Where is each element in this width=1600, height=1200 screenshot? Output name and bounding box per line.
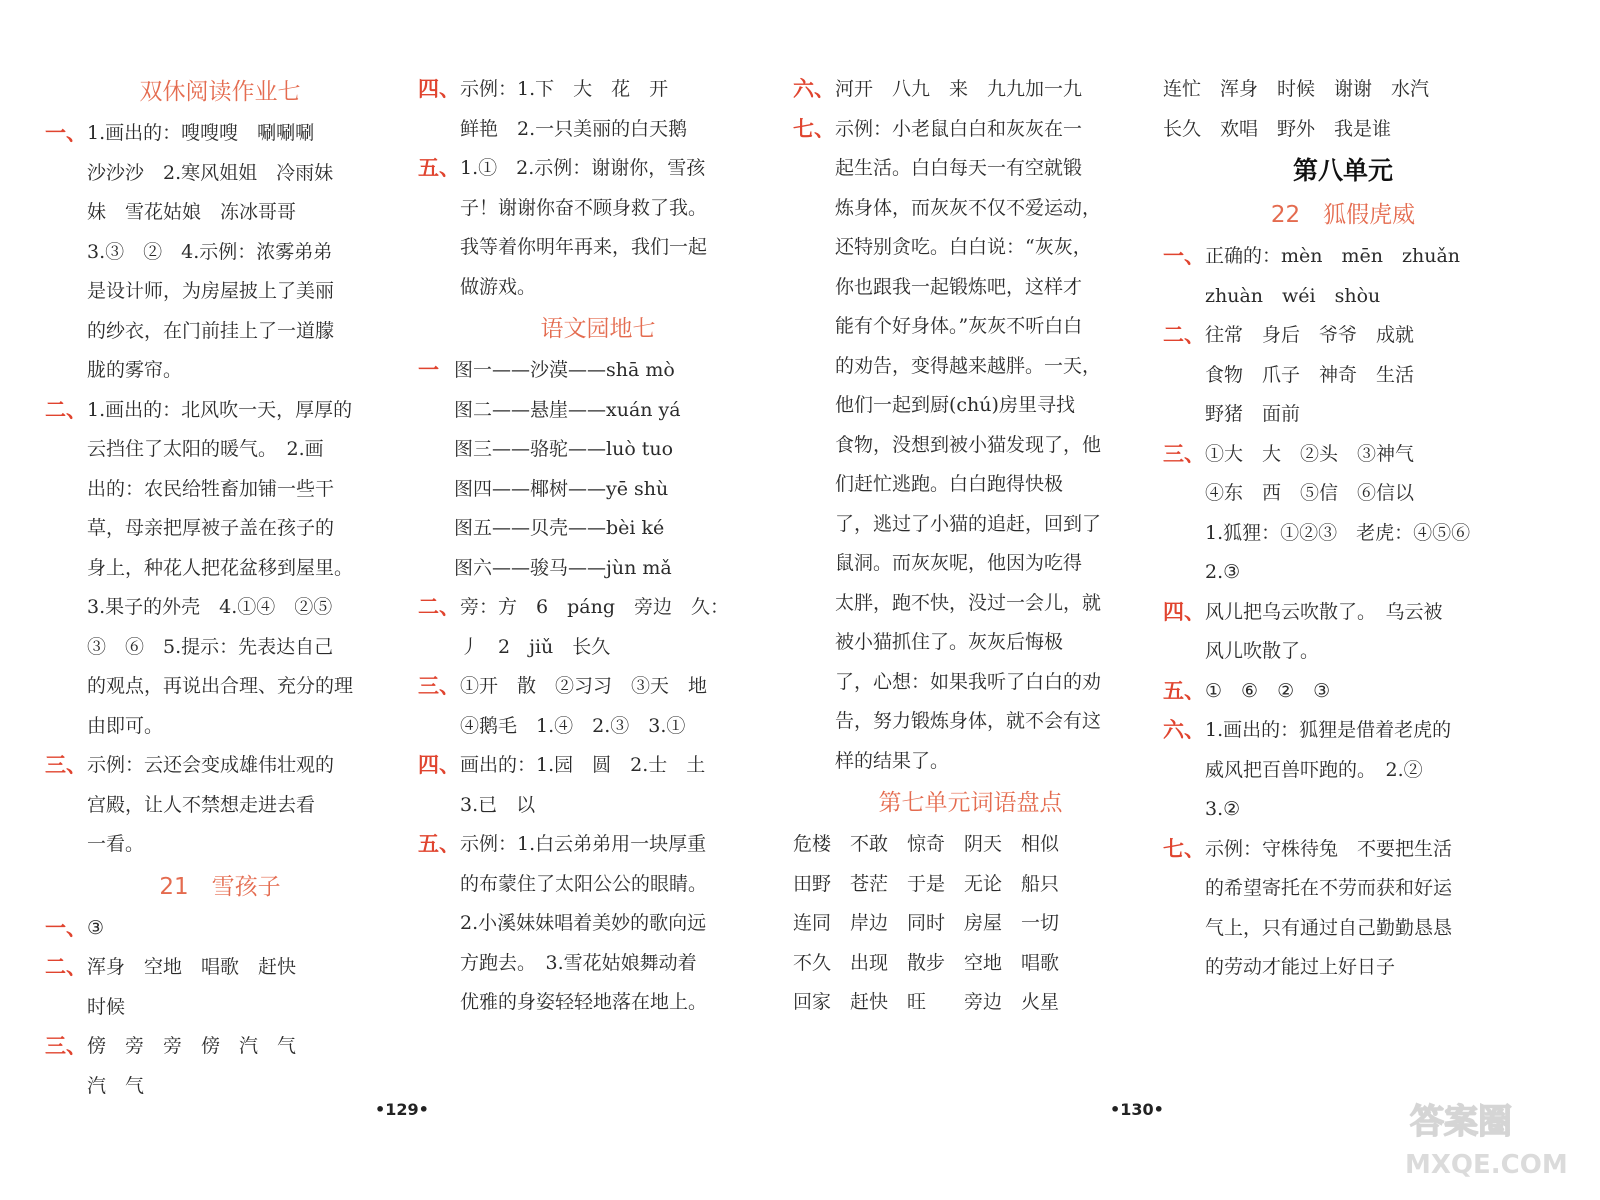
- answer-line: 能有个好身体。”灰灰不听白白: [835, 315, 1083, 337]
- question-3: [1163, 435, 1523, 593]
- answer-line: 样的结果了。: [835, 749, 950, 772]
- answer-line: 图三——骆驼——luò tuo: [454, 438, 674, 460]
- answer-lines: [87, 746, 395, 865]
- answer-line: zhuàn wéi shòu: [1205, 284, 1381, 307]
- page-number-right: •130•: [1110, 1100, 1164, 1119]
- answer-line: ①开 散 ②习习 ③天 地: [460, 675, 708, 697]
- answer-line: 的劝告，变得越来越胖。一天，: [835, 354, 1102, 377]
- question-number: 四、: [1163, 599, 1205, 624]
- answer-line: 1.画出的：嗖嗖嗖 唰唰唰: [87, 122, 315, 144]
- answer-line: 由即可。: [87, 714, 164, 737]
- watermark-domain: MXQE.COM: [1405, 1150, 1568, 1180]
- word-list-continued: [1163, 70, 1523, 149]
- answer-lines: [1205, 830, 1523, 988]
- question-number: 一、: [1163, 244, 1205, 268]
- question-3: [45, 746, 395, 865]
- section-title: 双休阅读作业七: [139, 79, 301, 105]
- page-number-left: •129•: [375, 1100, 429, 1119]
- answer-lines: [1205, 316, 1523, 435]
- question-2: [45, 948, 395, 1027]
- answer-line: 食物，没想到被小猫发现了，他: [835, 433, 1102, 456]
- answer-lines: [835, 70, 1148, 110]
- answer-line: 是设计师，为房屋披上了美丽: [87, 280, 335, 302]
- answer-line: 河开 八九 来 九九加一九: [835, 78, 1083, 100]
- question-number: 五、: [1163, 678, 1205, 703]
- answer-line: 1.① 2.示例：谢谢你，雪孩: [460, 157, 706, 179]
- question-number: 三、: [45, 1034, 87, 1058]
- question-1: [418, 351, 778, 588]
- answer-line: 2.小溪妹妹唱着美妙的歌向远: [460, 912, 707, 934]
- answer-line: 连同 岸边 同时 房屋 一切: [793, 912, 1060, 934]
- answer-lines: [1205, 593, 1523, 672]
- question-2: [1163, 316, 1523, 435]
- watermark-logo: [1400, 1085, 1580, 1185]
- answer-line: 身上，种花人把花盆移到屋里。: [87, 556, 354, 579]
- question-number: 五、: [418, 832, 460, 856]
- answer-line: ④鹅毛 1.④ 2.③ 3.①: [460, 714, 686, 737]
- answer-lines: [87, 114, 395, 391]
- question-3: [418, 667, 778, 746]
- answer-line: 子！谢谢你奋不顾身救了我。: [460, 196, 708, 219]
- answer-line: 正确的：mèn mēn zhuǎn: [1205, 245, 1461, 267]
- answer-line: 风儿吹散了。: [1205, 640, 1320, 662]
- answer-line: 时候: [87, 995, 126, 1018]
- question-number: 六、: [1163, 718, 1205, 742]
- answer-lines: [460, 667, 778, 746]
- question-number: 二、: [418, 595, 460, 619]
- question-3: [45, 1027, 395, 1106]
- answer-lines: [460, 825, 778, 1023]
- answer-line: 草，母亲把厚被子盖在孩子的: [87, 517, 335, 539]
- question-number: 三、: [45, 753, 87, 777]
- answer-line: 汽 气: [87, 1074, 145, 1097]
- question-number: 四、: [418, 753, 460, 777]
- question-number: 五、: [418, 156, 460, 180]
- answer-line: ③ ⑥ 5.提示：先表达自己: [87, 635, 334, 658]
- answer-line: 示例：守株待兔 不要把生活: [1205, 837, 1453, 860]
- answer-line: 胧的雾帘。: [87, 359, 183, 381]
- question-number: 一、: [45, 121, 87, 145]
- question-7: [793, 110, 1148, 782]
- answer-lines: [1205, 435, 1523, 593]
- answer-line: 图一——沙漠——shā mò: [454, 359, 675, 381]
- question-4: [418, 746, 778, 825]
- answer-line: ④东 西 ⑤信 ⑥信以: [1205, 482, 1415, 504]
- answer-line: 风儿把乌云吹散了。 乌云被: [1205, 600, 1443, 623]
- answer-line: 气上，只有通过自己勤勤恳恳: [1205, 916, 1453, 939]
- answer-line: ① ⑥ ② ③: [1205, 679, 1331, 702]
- answer-line: 食物 爪子 神奇 生活: [1205, 363, 1415, 386]
- question-number: 二、: [45, 955, 87, 979]
- question-number: 六、: [793, 77, 835, 101]
- answer-line: 方跑去。 3.雪花姑娘舞动着: [460, 951, 697, 974]
- answer-line: 浑身 空地 唱歌 赶快: [87, 956, 297, 978]
- answer-line: 图二——悬崖——xuán yá: [454, 398, 681, 421]
- answer-line: ③: [87, 916, 105, 939]
- answer-line: 3.果子的外壳 4.①④ ②⑤: [87, 596, 333, 618]
- answer-line: 鼠洞。而灰灰呢，他因为吃得: [835, 552, 1083, 574]
- question-number: 二、: [1163, 323, 1205, 347]
- question-1: [45, 909, 395, 949]
- answer-line: 威风把百兽吓跑的。 2.②: [1205, 758, 1423, 781]
- answer-line: 的希望寄托在不劳而获和好运: [1205, 877, 1453, 899]
- question-number: 一、: [45, 915, 87, 940]
- question-4: [1163, 593, 1523, 672]
- question-2: [418, 588, 778, 667]
- answer-lines: [87, 391, 395, 747]
- answer-line: 的纱衣，在门前挂上了一道朦: [87, 319, 335, 342]
- answer-line: 炼身体，而灰灰不仅不爱运动，: [835, 196, 1102, 219]
- answer-line: 3.②: [1205, 798, 1241, 820]
- answer-line: 你也跟我一起锻炼吧，这样才: [835, 275, 1083, 298]
- answer-line: 1.画出的：北风吹一天，厚厚的: [87, 398, 353, 421]
- section-title: 21 雪孩子: [159, 873, 281, 900]
- answer-line: 示例：云还会变成雄伟壮观的: [87, 754, 335, 776]
- unit-title: 第八单元: [1292, 156, 1393, 185]
- answer-line: 出的：农民给牲畜加铺一些干: [87, 477, 335, 500]
- question-7: [1163, 830, 1523, 988]
- answer-line: 3.已 以: [460, 793, 536, 816]
- answer-lines: [87, 948, 395, 1027]
- section-title: 22 狐假虎威: [1270, 202, 1416, 228]
- answer-line: 优雅的身姿轻轻地落在地上。: [460, 991, 708, 1013]
- answer-line: 的布蒙住了太阳公公的眼睛。: [460, 872, 708, 895]
- answer-lines: [1205, 672, 1523, 712]
- answer-line: 起生活。白白每天一有空就锻: [835, 157, 1083, 179]
- answer-line: 连忙 浑身 时候 谢谢 水汽: [1163, 78, 1430, 100]
- answer-lines: [1163, 70, 1523, 149]
- answer-lines: [87, 909, 395, 949]
- question-1: [45, 114, 395, 391]
- answer-line: 宫殿，让人不禁想走进去看: [87, 793, 316, 816]
- answer-line: 2.③: [1205, 561, 1241, 583]
- question-number: 三、: [1163, 441, 1205, 466]
- answer-line: 丿 2 jiǔ 长久: [460, 635, 611, 658]
- answer-line: 1.画出的：狐狸是借着老虎的: [1205, 719, 1452, 741]
- answer-lines: [835, 110, 1148, 782]
- answer-lines: [460, 588, 778, 667]
- answer-line: 旁：方 6 páng 旁边 久：: [460, 596, 729, 618]
- answer-line: 长久 欢唱 野外 我是谁: [1163, 117, 1392, 140]
- answer-line: 3.③ ② 4.示例：浓雾弟弟: [87, 240, 333, 263]
- section-title: 语文园地七: [540, 316, 656, 342]
- answer-lines: [793, 825, 1148, 1023]
- answer-lines: [460, 70, 778, 149]
- answer-line: 图五——贝壳——bèi ké: [454, 517, 665, 539]
- question-6: [793, 70, 1148, 110]
- answer-lines: [460, 149, 778, 307]
- column-4: [1163, 70, 1523, 988]
- answer-line: 野猪 面前: [1205, 403, 1301, 425]
- answer-line: 还特别贪吃。白白说：“灰灰，: [835, 236, 1092, 258]
- answer-line: 他们一起到厨(chú)房里寻找: [835, 394, 1075, 416]
- answer-line: 被小猫抓住了。灰灰后悔极: [835, 631, 1064, 653]
- question-number: 二、: [45, 397, 87, 422]
- question-5: [418, 825, 778, 1023]
- question-number: 一: [418, 358, 439, 382]
- answer-lines: [87, 1027, 395, 1106]
- column-2: [418, 70, 778, 1023]
- answer-line: 太胖，跑不快，没过一会儿，就: [835, 591, 1102, 614]
- question-6: [1163, 711, 1523, 830]
- answer-line: 图四——椰树——yē shù: [454, 477, 669, 500]
- answer-line: 示例：小老鼠白白和灰灰在一: [835, 117, 1083, 140]
- question-number: 三、: [418, 674, 460, 698]
- answer-line: 了，逃过了小猫的追赶，回到了: [835, 512, 1102, 535]
- answer-line: 画出的：1.园 圆 2.士 土: [460, 754, 706, 776]
- answer-line: 云挡住了太阳的暖气。 2.画: [87, 438, 324, 460]
- answer-line: 往常 身后 爷爷 成就: [1205, 324, 1415, 346]
- answer-line: 我等着你明年再来，我们一起: [460, 236, 708, 258]
- answer-line: 告，努力锻炼身体，就不会有这: [835, 710, 1102, 732]
- word-list: [793, 825, 1148, 1023]
- answer-line: 们赶忙逃跑。白白跑得快极: [835, 473, 1064, 495]
- question-number: 七、: [1163, 836, 1205, 861]
- answer-line: 示例：1.下 大 花 开: [460, 78, 669, 100]
- answer-lines: [454, 351, 778, 588]
- answer-line: 危楼 不敢 惊奇 阴天 相似: [793, 833, 1060, 855]
- answer-line: 的观点，再说出合理、充分的理: [87, 675, 354, 697]
- answer-line: 图六——骏马——jùn mǎ: [454, 556, 672, 579]
- answer-line: 沙沙沙 2.寒风姐姐 冷雨妹: [87, 161, 334, 184]
- question-1: [1163, 237, 1523, 316]
- question-5: [1163, 672, 1523, 712]
- answer-lines: [1205, 711, 1523, 830]
- answer-line: 回家 赶快 旺 旁边 火星: [793, 991, 1060, 1013]
- answer-line: 了，心想：如果我听了白白的劝: [835, 670, 1102, 693]
- answer-line: 妹 雪花姑娘 冻冰哥哥: [87, 201, 297, 223]
- answer-lines: [1205, 237, 1523, 316]
- column-3: [793, 70, 1148, 1023]
- watermark-text: 答案圈: [1410, 1102, 1512, 1142]
- column-1: [45, 70, 395, 1106]
- section-title: 第七单元词语盘点: [878, 790, 1063, 816]
- answer-line: 傍 旁 旁 傍 汽 气: [87, 1035, 297, 1057]
- question-number: 四、: [418, 77, 460, 101]
- answer-line: 1.狐狸：①②③ 老虎：④⑤⑥: [1205, 521, 1471, 544]
- question-5: [418, 149, 778, 307]
- answer-line: 不久 出现 散步 空地 唱歌: [793, 951, 1060, 974]
- answer-line: 做游戏。: [460, 275, 537, 298]
- answer-line: ①大 大 ②头 ③神气: [1205, 442, 1415, 465]
- answer-line: 田野 苍茫 于是 无论 船只: [793, 872, 1060, 895]
- question-2: [45, 391, 395, 747]
- answer-line: 的劳动才能过上好日子: [1205, 956, 1396, 978]
- question-number: 七、: [793, 116, 835, 141]
- answer-line: 鲜艳 2.一只美丽的白天鹅: [460, 117, 688, 140]
- answer-line: 示例：1.白云弟弟用一块厚重: [460, 833, 707, 855]
- answer-lines: [460, 746, 778, 825]
- answer-line: 一看。: [87, 833, 145, 855]
- question-4: [418, 70, 778, 149]
